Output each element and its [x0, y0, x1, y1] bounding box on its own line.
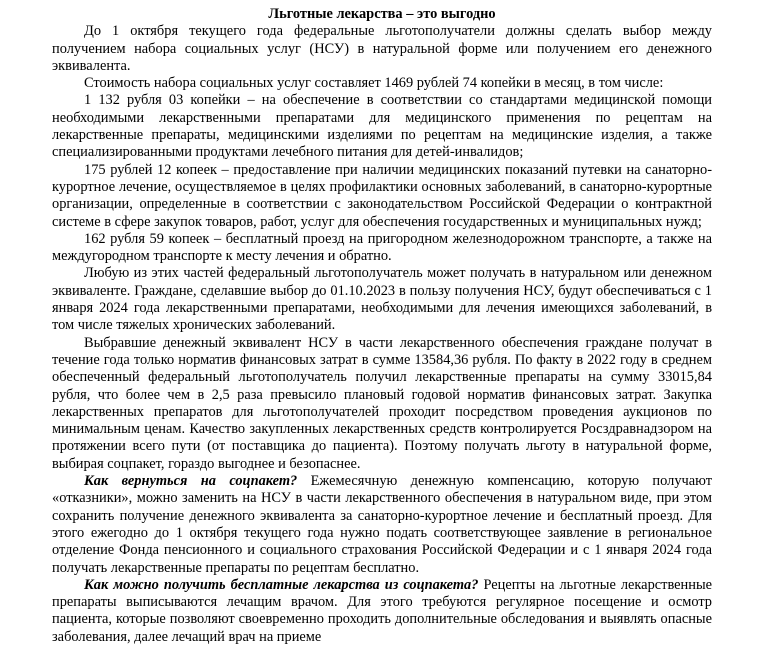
answer-text-free-medicines: Рецепты на льготные лекарственные препараты выписываются лечащим врачом. Для этого требуются регулярное посещение и осмотр пациента, которые позволяют своевременно проходить дополнительные обследования и выявлять опасные заболевания, далее лечащий врач на приеме — [52, 576, 712, 645]
paragraph-sanatorium-cost: 175 рублей 12 копеек – предоставление при наличии медицинских показаний путевки на санаторно-курортное лечение, осуществляемое в целях профилактики основных заболеваний, в санаторно-курортные организации, определенные в соответствии с законодательством Российской Федерации о контрактной системе в сфере закупок товаров, работ, услуг для обеспечения государственных и муниципальных нужд; — [52, 161, 712, 230]
paragraph-intro: До 1 октября текущего года федеральные льготополучатели должны сделать выбор между получением набора социальных услуг (НСУ) в натуральной форме или получением его денежного эквивалента. — [52, 23, 712, 74]
paragraph-return-to-package — [52, 473, 712, 577]
paragraph-cash-equivalent: Выбравшие денежный эквивалент НСУ в части лекарственного обеспечения граждане получат в течение года только норматив финансовых затрат в сумме 13584,36 рубля. По факту в 2022 году в среднем обеспеченный федеральный льготополучатель получил лекарственные препараты на сумму 33015,84 рубля, что более чем в 2,5 раза превысило плановый годовой норматив финансовых затрат. Закупка лекарственных препаратов для льготополучателей проходит посредством проведения аукционов по минимальным ценам. Качество закупленных лекарственных средств контролируется Росздравнадзором на протяжении всего пути (от поставщика до пациента). Поэтому получать льготу в натуральной форме, выбирая соцпакет, гораздо выгоднее и безопаснее. — [52, 334, 712, 472]
answer-text-return: Ежемесячную денежную компенсацию, которую получают «отказники», можно заменить на НСУ в части лекарственного обеспечения в натуральном виде, при этом сохранить получение денежного эквивалента за санаторно-курортное лечение и бесплатный проезд. Для этого ежегодно до 1 октября текущего года нужно подать соответствующее заявление в региональное отделение Фонда пенсионного и социального страхования Российской Федерации и с 1 января 2024 года получать лекарственные препараты по рецептам бесплатно. — [52, 473, 712, 576]
document-title: Льготные лекарства – это выгодно — [268, 6, 496, 22]
paragraph-choice: Любую из этих частей федеральный льготополучатель может получать в натуральном или денежном эквиваленте. Граждане, сделавшие выбор до 01.10.2023 в пользу получения НСУ, будут обеспечиваться с 1 января 2024 года лекарственными препаратами, необходимыми для лечения имеющихся заболеваний, в том числе тяжелых хронических заболеваний. — [52, 265, 712, 334]
paragraph-free-medicines — [52, 577, 712, 646]
question-heading-free-medicines: Как можно получить бесплатные лекарства из соцпакета? — [84, 576, 479, 593]
question-heading-return: Как вернуться на соцпакет? — [84, 473, 298, 490]
paragraph-cost: Стоимость набора социальных услуг составляет 1469 рублей 74 копейки в месяц, в том числе: — [84, 75, 664, 92]
paragraph-travel-cost: 162 рубля 59 копеек – бесплатный проезд на пригородном железнодорожном транспорте, а также на междугородном транспорте к месту лечения и обратно. — [52, 230, 712, 265]
paragraph-medicines-cost: 1 132 рубля 03 копейки – на обеспечение в соответствии со стандартами медицинской помощи необходимыми лекарственными препаратами для медицинского применения по рецептам на лекарственные препараты, медицинскими изделиями по рецептам на медицинские изделия, а также специализированными продуктами лечебного питания для детей-инвалидов; — [52, 92, 712, 161]
